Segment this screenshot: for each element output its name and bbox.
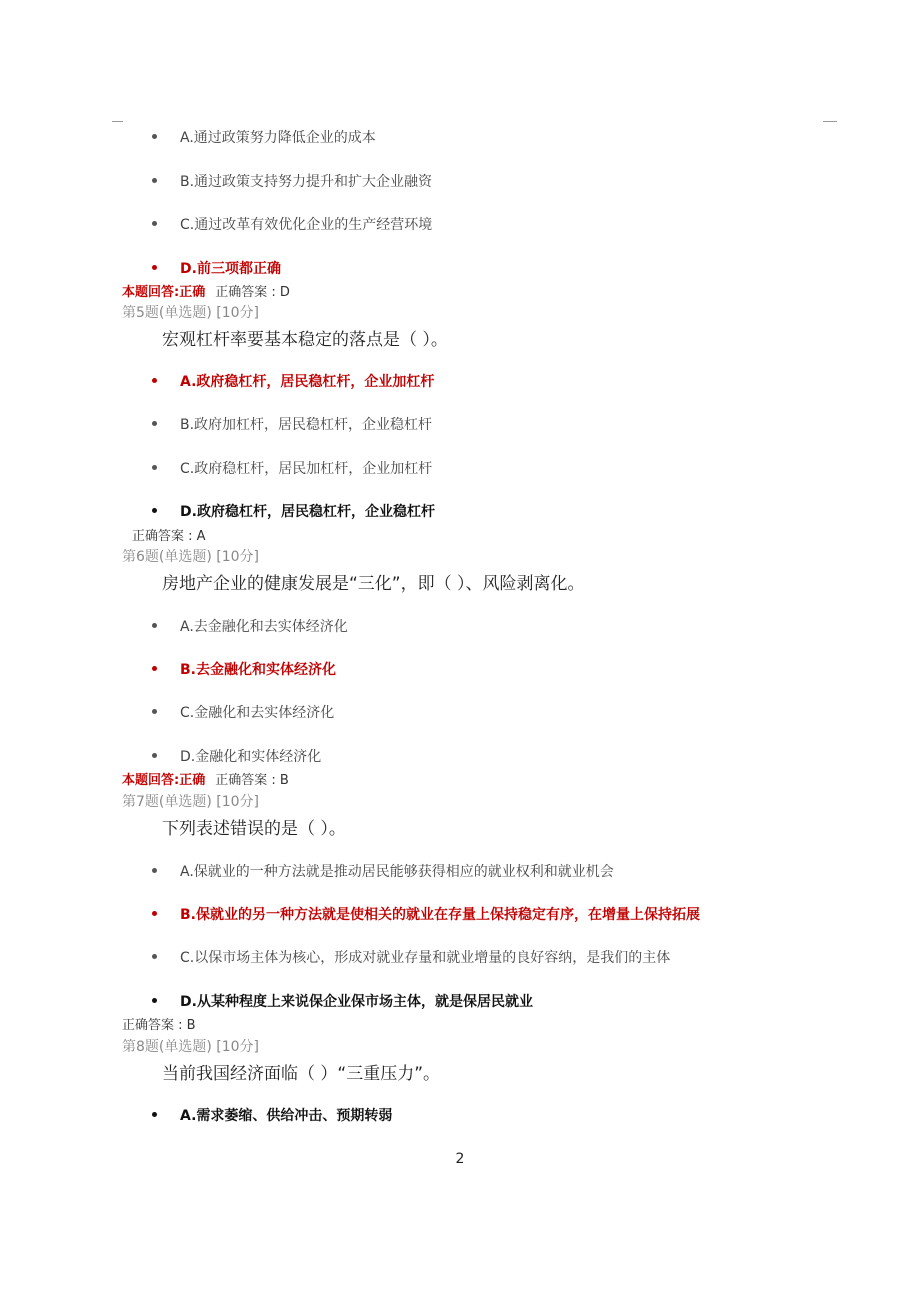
option-text: D.前三项都正确	[180, 261, 281, 277]
q5-result	[132, 525, 206, 544]
correct-answer: 正确答案 : A	[132, 529, 206, 544]
option-text: A.政府稳杠杆，居民稳杠杆，企业加杠杆	[180, 374, 435, 390]
q7-option-b[interactable]	[152, 904, 700, 924]
option-text: D.政府稳杠杆，居民稳杠杆，企业稳杠杆	[180, 504, 435, 520]
result-label: 本题回答:正确	[122, 285, 206, 300]
option-text: A.去金融化和去实体经济化	[180, 619, 348, 635]
option-text: C.以保市场主体为核心，形成对就业存量和就业增量的良好容纳，是我们的主体	[180, 950, 671, 966]
q7-option-d[interactable]	[152, 991, 533, 1011]
page-number: 2	[455, 1151, 465, 1167]
bullet-icon	[152, 378, 157, 383]
q6-header: 第6题(单选题) [10分]	[122, 549, 260, 565]
option-text: B.保就业的另一种方法就是使相关的就业在存量上保持稳定有序，在增量上保持拓展	[180, 907, 700, 923]
option-text: C.通过改革有效优化企业的生产经营环境	[180, 217, 433, 233]
bullet-icon	[152, 666, 157, 671]
q5-header: 第5题(单选题) [10分]	[122, 305, 260, 321]
q5-option-b[interactable]	[152, 414, 432, 434]
bullet-icon	[152, 465, 157, 470]
option-text: A.通过政策努力降低企业的成本	[180, 130, 376, 146]
bullet-icon	[152, 709, 157, 714]
bullet-icon	[152, 753, 157, 758]
bullet-icon	[152, 868, 157, 873]
q6-option-d[interactable]	[152, 746, 321, 766]
bullet-icon	[152, 954, 157, 959]
q5-option-d[interactable]	[152, 501, 435, 521]
corner-mark-left	[112, 121, 123, 122]
bullet-icon	[152, 508, 157, 513]
q7-header: 第7题(单选题) [10分]	[122, 794, 260, 810]
correct-answer: 正确答案 : B	[215, 773, 289, 788]
q8-option-a[interactable]	[152, 1105, 392, 1125]
q7-option-a[interactable]	[152, 861, 614, 881]
bullet-icon	[152, 623, 157, 628]
bullet-icon	[152, 1112, 157, 1117]
q4-option-b[interactable]	[152, 171, 432, 191]
q5-option-c[interactable]	[152, 458, 432, 478]
result-label: 本题回答:正确	[122, 773, 206, 788]
option-text: B.通过政策支持努力提升和扩大企业融资	[180, 174, 433, 190]
option-text: B.去金融化和实体经济化	[180, 662, 336, 678]
bullet-icon	[152, 265, 157, 270]
correct-answer: 正确答案 : B	[122, 1018, 196, 1033]
option-text: A.需求萎缩、供给冲击、预期转弱	[180, 1108, 393, 1124]
option-text: D.金融化和实体经济化	[180, 749, 322, 765]
q8-header: 第8题(单选题) [10分]	[122, 1039, 260, 1055]
q8-question-text: 当前我国经济面临（ ）“三重压力”。	[162, 1064, 441, 1084]
q4-option-c[interactable]	[152, 214, 432, 234]
bullet-icon	[152, 998, 157, 1003]
q7-result	[122, 1014, 196, 1033]
bullet-icon	[152, 221, 157, 226]
bullet-icon	[152, 134, 157, 139]
option-text: D.从某种程度上来说保企业保市场主体，就是保居民就业	[180, 994, 533, 1010]
q6-option-c[interactable]	[152, 702, 334, 722]
bullet-icon	[152, 178, 157, 183]
q4-option-a[interactable]	[152, 127, 376, 147]
option-text: C.金融化和去实体经济化	[180, 705, 335, 721]
correct-answer: 正确答案 : D	[215, 285, 290, 300]
q5-question-text: 宏观杠杆率要基本稳定的落点是（ ）。	[162, 330, 448, 350]
q6-question-text: 房地产企业的健康发展是“三化”，即（ ）、风险剥离化。	[162, 574, 585, 594]
q5-option-a[interactable]	[152, 371, 434, 391]
q6-result	[122, 769, 289, 788]
q4-option-d[interactable]	[152, 258, 281, 278]
q6-option-b[interactable]	[152, 659, 336, 679]
option-text: A.保就业的一种方法就是推动居民能够获得相应的就业权利和就业机会	[180, 864, 614, 880]
q6-option-a[interactable]	[152, 616, 348, 636]
option-text: B.政府加杠杆，居民稳杠杆，企业稳杠杆	[180, 417, 433, 433]
bullet-icon	[152, 421, 157, 426]
corner-mark-right	[823, 121, 837, 122]
q7-question-text: 下列表述错误的是（ ）。	[162, 819, 346, 839]
bullet-icon	[152, 911, 157, 916]
q4-result	[122, 281, 290, 300]
q7-option-c[interactable]	[152, 947, 670, 967]
option-text: C.政府稳杠杆，居民加杠杆，企业加杠杆	[180, 461, 433, 477]
